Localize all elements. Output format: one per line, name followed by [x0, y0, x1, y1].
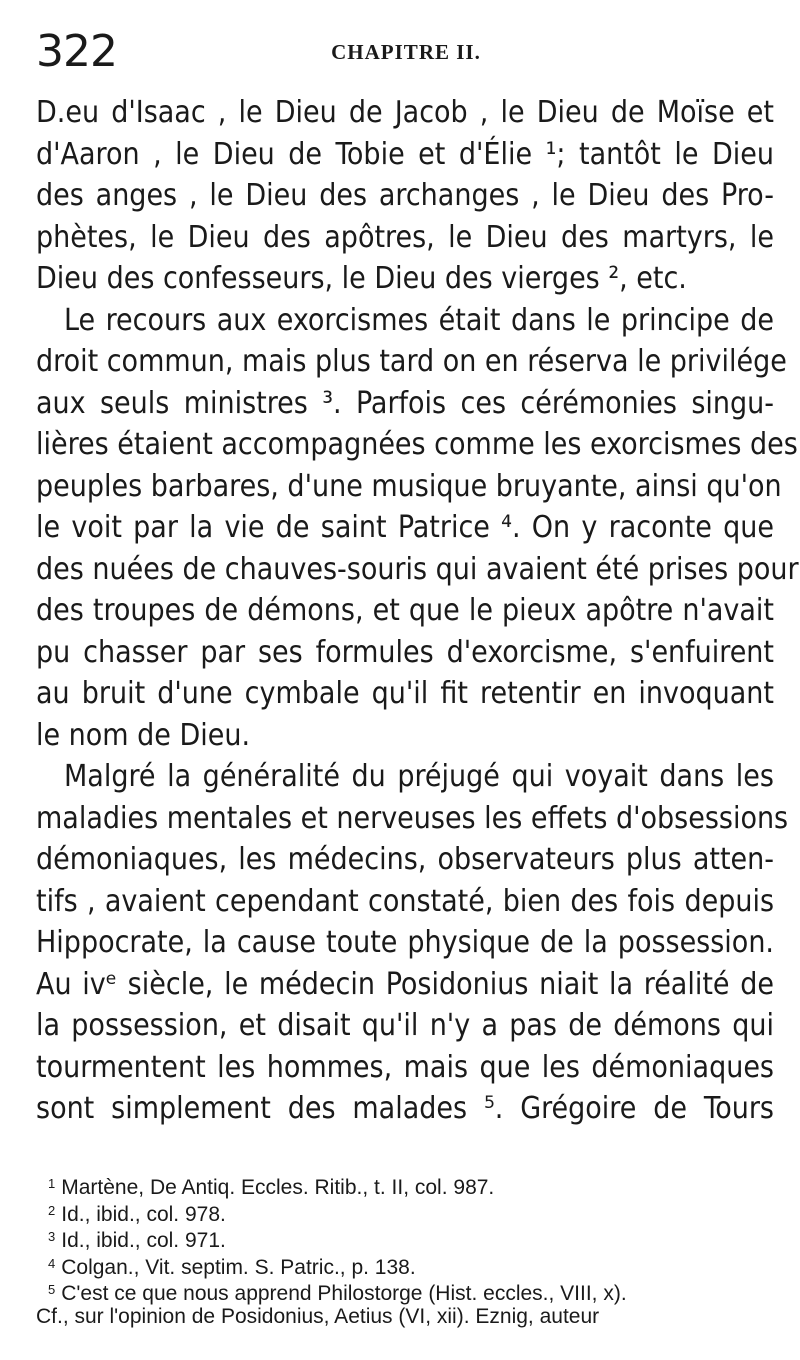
footnote-text: C'est ce que nous apprend Philostorge (Hist. eccles., VIII, x).	[61, 1282, 627, 1305]
text-line: le nom de Dieu.	[36, 717, 251, 753]
footnote-text: Id., ibid., col. 971.	[61, 1229, 226, 1252]
footnote	[36, 1251, 776, 1278]
footnote-marker: 3	[48, 1229, 56, 1244]
text-line: Au ivᵉ siècle, le médecin Posidonius niait la réalité de	[36, 966, 774, 1002]
text-line: D.eu d'Isaac , le Dieu de Jacob , le Dieu de Moïse et	[36, 95, 774, 130]
chapter-title: CHAPITRE II.	[331, 40, 481, 64]
text-line: des nuées de chauves-souris qui avaient été prises pour	[36, 551, 799, 587]
text-line: d'Aaron , le Dieu de Tobie et d'Élie ¹; tantôt le Dieu	[36, 136, 774, 172]
footnote	[36, 1198, 776, 1225]
running-head	[36, 22, 776, 82]
text-line: au bruit d'une cymbale qu'il fit retentir en invoquant	[36, 676, 774, 711]
text-line: Hippocrate, la cause toute physique de la possession.	[36, 925, 774, 960]
text-line: la possession, et disait qu'il n'y a pas de démons qui	[36, 1008, 774, 1043]
footnote-marker: 1	[48, 1176, 56, 1191]
footnote-continuation: Cf., sur l'opinion de Posidonius, Aetius (VI, xii). Eznig, auteur	[36, 1304, 600, 1328]
text-line: phètes, le Dieu des apôtres, le Dieu des martyrs, le	[36, 219, 774, 255]
footnote-marker: 5	[48, 1282, 56, 1297]
footnote-text: Colgan., Vit. septim. S. Patric., p. 138.	[61, 1255, 416, 1279]
text-line: pu chasser par ses formules d'exorcisme, s'enfuirent	[36, 634, 774, 670]
footnote	[36, 1171, 776, 1198]
text-line: tourmentent les hommes, mais que les démoniaques	[36, 1049, 774, 1085]
footnote	[36, 1277, 776, 1304]
footnote-marker: 4	[48, 1255, 56, 1271]
text-line: sont simplement des malades ⁵. Grégoire de Tours	[36, 1091, 774, 1126]
text-line: Dieu des confesseurs, le Dieu des vierges ², etc.	[36, 261, 687, 296]
text-line: lières étaient accompagnées comme les exorcismes des	[36, 427, 798, 462]
body-text	[36, 92, 799, 1130]
footnote-text: Id., ibid., col. 978.	[61, 1202, 226, 1226]
text-line: Malgré la généralité du préjugé qui voyait dans les	[64, 759, 774, 794]
text-line: aux seuls ministres ³. Parfois ces cérémonies singu-	[36, 385, 774, 421]
text-line: tifs , avaient cependant constaté, bien des fois depuis	[36, 883, 774, 919]
page-number: 322	[36, 26, 117, 77]
footnote-marker: 2	[48, 1202, 56, 1218]
text-line: maladies mentales et nerveuses les effets d'obsessions	[36, 800, 789, 836]
text-line: droit commun, mais plus tard on en réserva le privilége	[36, 344, 787, 379]
text-line: le voit par la vie de saint Patrice ⁴. On y raconte que	[36, 510, 774, 545]
footnotes	[36, 1171, 776, 1330]
text-line: des anges , le Dieu des archanges , le Dieu des Pro-	[36, 178, 774, 213]
text-line: peuples barbares, d'une musique bruyante, ainsi qu'on	[36, 468, 782, 504]
footnote-text: Martène, De Antiq. Eccles. Ritib., t. II, col. 987.	[61, 1176, 495, 1199]
text-line: Le recours aux exorcismes était dans le principe de	[64, 302, 774, 338]
text-line: démoniaques, les médecins, observateurs plus atten-	[36, 842, 774, 877]
footnote	[36, 1224, 776, 1251]
text-line: des troupes de démons, et que le pieux apôtre n'avait	[36, 593, 774, 628]
